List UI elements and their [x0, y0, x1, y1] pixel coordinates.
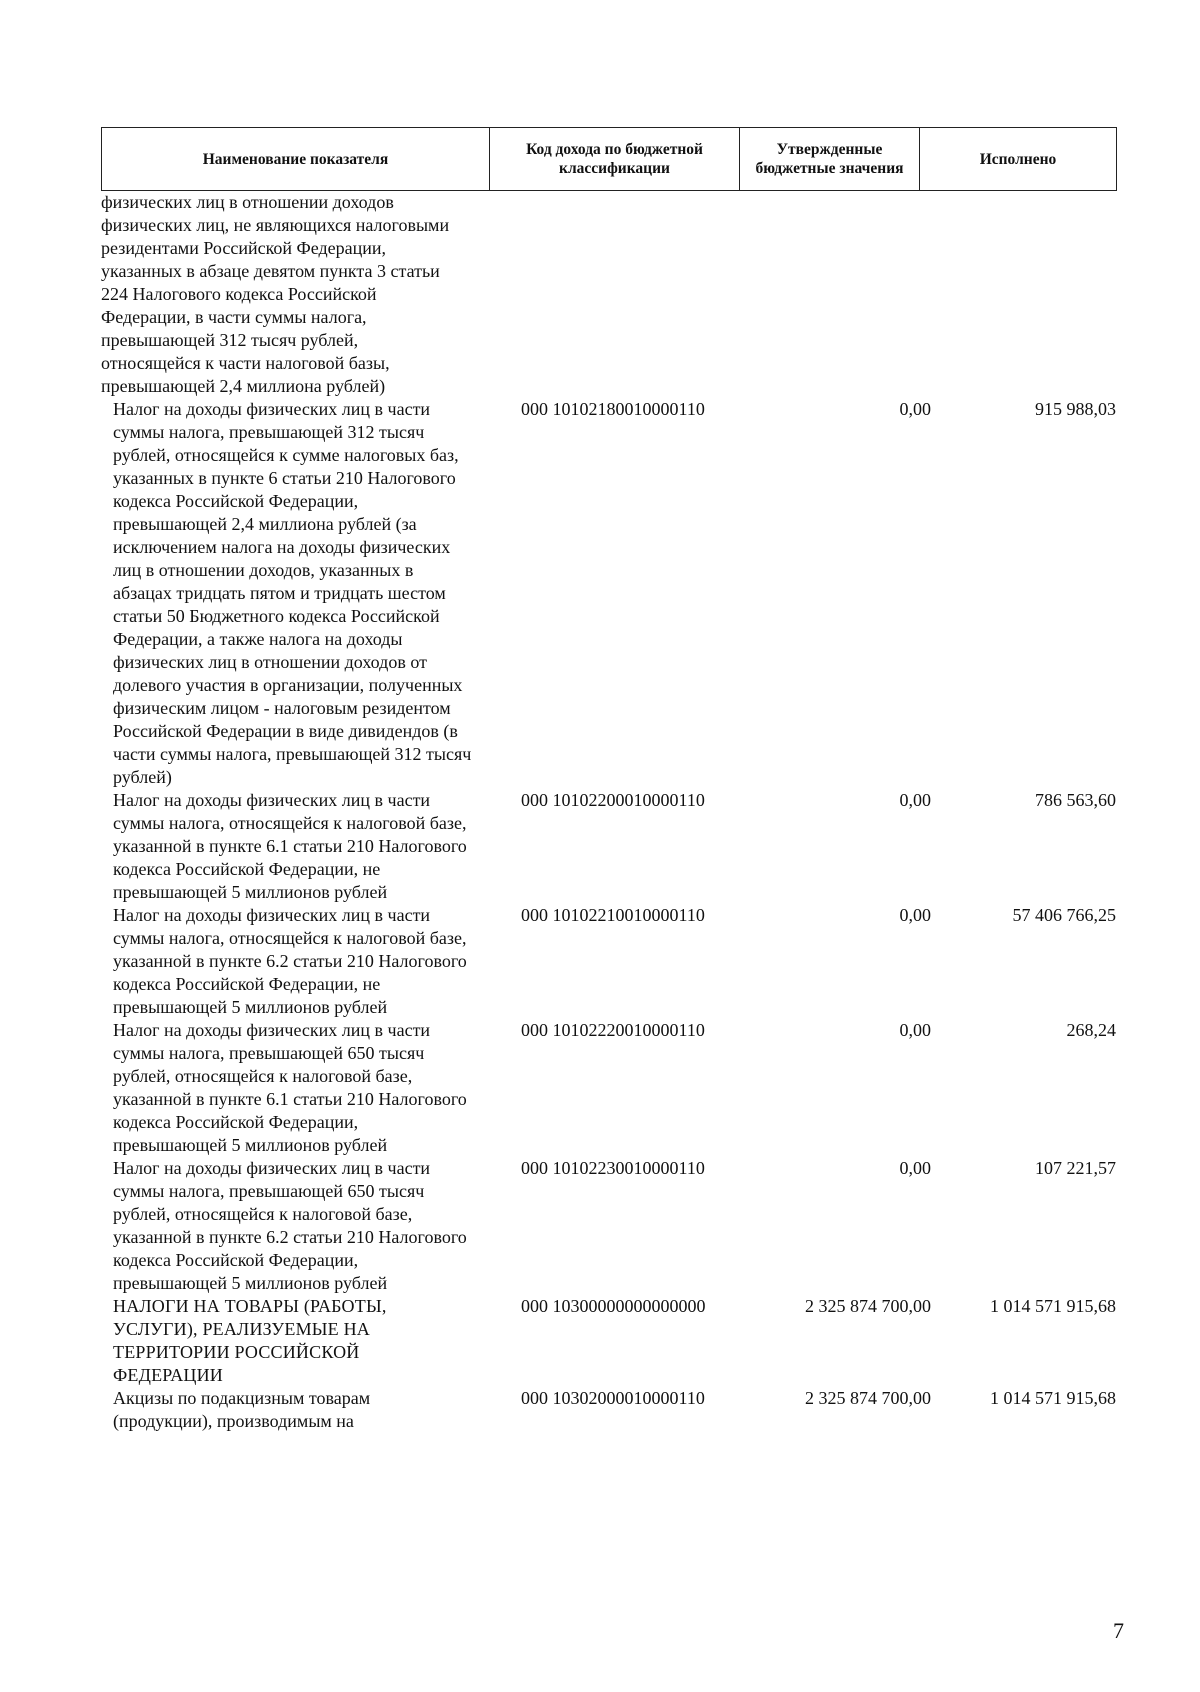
row-name: Налог на доходы физических лиц в части суммы налога, превышающей 650 тысяч рублей, относящейся к налоговой базе, указанной в пункте 6.2 статьи 210 Налогового кодекса Российской Федерации, превышающей 5 миллионов рублей [113, 1158, 467, 1293]
row-code: 000 10300000000000000 [521, 1296, 706, 1316]
row-approved: 0,00 [899, 1020, 931, 1040]
page-number: 7 [1113, 1618, 1124, 1643]
row-executed: 1 014 571 915,68 [990, 1296, 1116, 1316]
row-name: НАЛОГИ НА ТОВАРЫ (РАБОТЫ, УСЛУГИ), РЕАЛИЗУЕМЫЕ НА ТЕРРИТОРИИ РОССИЙСКОЙ ФЕДЕРАЦИИ [113, 1296, 387, 1385]
row-executed: 57 406 766,25 [1012, 905, 1116, 925]
row-executed: 268,24 [1066, 1020, 1116, 1040]
table-row [101, 191, 1116, 398]
table-row [101, 1019, 1116, 1157]
row-name: Налог на доходы физических лиц в части суммы налога, относящейся к налоговой базе, указанной в пункте 6.2 статьи 210 Налогового кодекса Российской Федерации, не превышающей 5 миллионов рублей [113, 905, 467, 1017]
row-code: 000 10102220010000110 [521, 1020, 705, 1040]
table-body [101, 191, 1116, 1433]
header-code: Код дохода по бюджетной классификации [490, 128, 740, 191]
row-code: 000 10102210010000110 [521, 905, 705, 925]
header-executed: Исполнено [920, 128, 1117, 191]
row-executed: 915 988,03 [1035, 399, 1116, 419]
row-name: Налог на доходы физических лиц в части суммы налога, превышающей 650 тысяч рублей, относящейся к налоговой базе, указанной в пункте 6.1 статьи 210 Налогового кодекса Российской Федерации, превышающей 5 миллионов рублей [113, 1020, 467, 1155]
row-approved: 2 325 874 700,00 [805, 1296, 931, 1316]
row-name: физических лиц в отношении доходов физических лиц, не являющихся налоговыми резидентами Российской Федерации, указанных в абзаце девятом пункта 3 статьи 224 Налогового кодекса Российской Федерации, в части суммы налога, превышающей 312 тысяч рублей, относящейся к части налоговой базы, превышающей 2,4 миллиона рублей) [101, 192, 450, 396]
row-name: Налог на доходы физических лиц в части суммы налога, превышающей 312 тысяч рублей, относящейся к сумме налоговых баз, указанных в пункте 6 статьи 210 Налогового кодекса Российской Федерации, превышающей 2,4 миллиона рублей (за исключением налога на доходы физических лиц в отношении доходов, указанных в абзацах тридцать пятом и тридцать шестом статьи 50 Бюджетного кодекса Российской Федерации, а также налога на доходы физических лиц в отношении доходов от долевого участия в организации, полученных физическим лицом - налоговым резидентом Российской Федерации в виде дивидендов (в части суммы налога, превышающей 312 тысяч рублей) [113, 399, 472, 787]
row-code: 000 10102230010000110 [521, 1158, 705, 1178]
row-approved: 0,00 [899, 790, 931, 810]
row-name: Акцизы по подакцизным товарам (продукции), производимым на [113, 1388, 371, 1431]
row-code: 000 10102180010000110 [521, 399, 705, 419]
row-approved: 0,00 [899, 1158, 931, 1178]
table-row [101, 1295, 1116, 1387]
table-header [101, 127, 1117, 191]
row-approved: 0,00 [899, 905, 931, 925]
row-executed: 1 014 571 915,68 [990, 1388, 1116, 1408]
table-row [101, 398, 1116, 789]
row-executed: 107 221,57 [1035, 1158, 1116, 1178]
table-row [101, 904, 1116, 1019]
row-executed: 786 563,60 [1035, 790, 1116, 810]
table-row [101, 1157, 1116, 1295]
row-approved: 0,00 [899, 399, 931, 419]
table-row [101, 789, 1116, 904]
row-code: 000 10102200010000110 [521, 790, 705, 810]
header-name: Наименование показателя [102, 128, 490, 191]
header-approved: Утвержденные бюджетные значения [740, 128, 920, 191]
row-code: 000 10302000010000110 [521, 1388, 705, 1408]
row-name: Налог на доходы физических лиц в части суммы налога, относящейся к налоговой базе, указанной в пункте 6.1 статьи 210 Налогового кодекса Российской Федерации, не превышающей 5 миллионов рублей [113, 790, 467, 902]
table-row [101, 1387, 1116, 1433]
row-approved: 2 325 874 700,00 [805, 1388, 931, 1408]
